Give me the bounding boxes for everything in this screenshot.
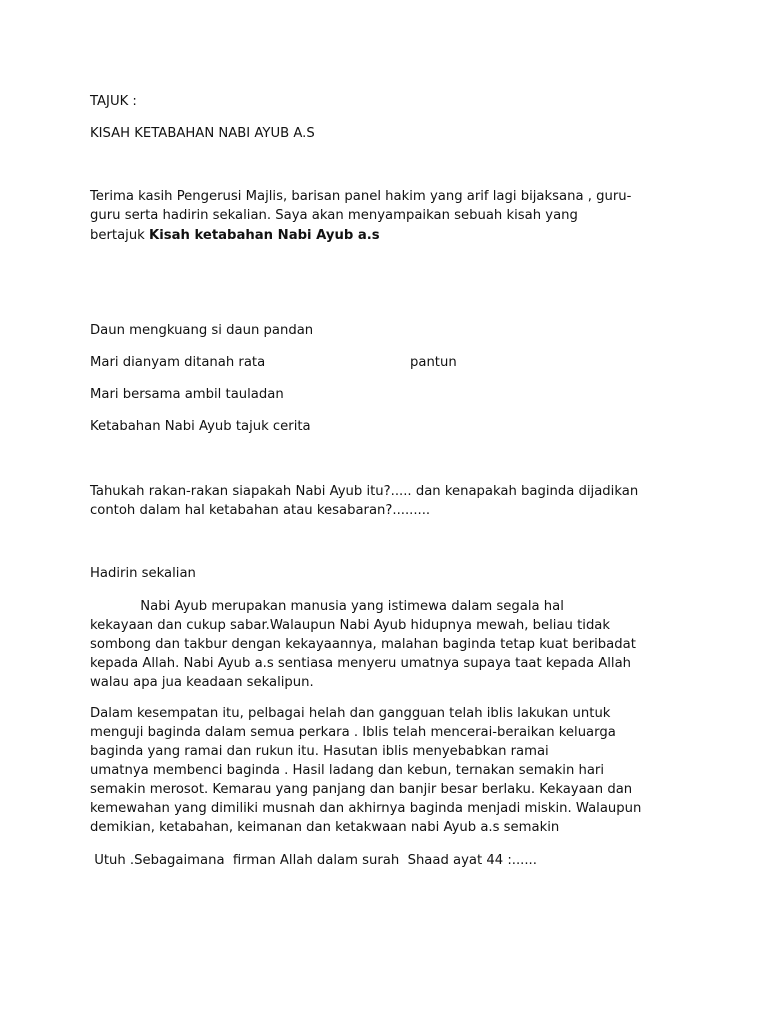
pantun-tag: pantun (410, 355, 457, 370)
pantun-line-4: Ketabahan Nabi Ayub tajuk cerita (90, 419, 311, 434)
paragraph-2-line: kemewahan yang dimiliki musnah dan akhirnya baginda menjadi miskin. Walaupun (90, 801, 642, 816)
intro-story-title: Kisah ketabahan Nabi Ayub a.s (149, 228, 380, 243)
greeting: Hadirin sekalian (90, 566, 196, 581)
pantun-line-3: Mari bersama ambil tauladan (90, 387, 284, 402)
pantun-line-2: Mari dianyam ditanah rata (90, 355, 266, 370)
intro-line-3 (90, 226, 380, 245)
intro-line-1: Terima kasih Pengerusi Majlis, barisan panel hakim yang arif lagi bijaksana , guru- (90, 189, 632, 204)
paragraph-2-line: menguji baginda dalam semua perkara . Iblis telah mencerai-beraikan keluarga (90, 725, 616, 740)
question-line-1: Tahukah rakan-rakan siapakah Nabi Ayub itu?..... dan kenapakah baginda dijadikan (90, 484, 639, 499)
paragraph-1-line: walau apa jua keadaan sekalipun. (90, 675, 314, 690)
intro-line-3-prefix: bertajuk (90, 228, 150, 243)
paragraph-1-line: kekayaan dan cukup sabar.Walaupun Nabi Ayub hidupnya mewah, beliau tidak (90, 618, 611, 633)
paragraph-2-line: baginda yang ramai dan rukun itu. Hasutan iblis menyebabkan ramai (90, 744, 549, 759)
paragraph-1 (90, 597, 690, 692)
document-title: KISAH KETABAHAN NABI AYUB A.S (90, 126, 315, 141)
paragraph-2-line: semakin merosot. Kemarau yang panjang dan banjir besar berlaku. Kekayaan dan (90, 782, 633, 797)
paragraph-2-line: umatnya membenci baginda . Hasil ladang dan kebun, ternakan semakin hari (90, 763, 605, 778)
paragraph-1-line: Nabi Ayub merupakan manusia yang istimewa dalam segala hal (90, 599, 564, 614)
closing-line: Utuh .Sebagaimana firman Allah dalam surah Shaad ayat 44 :...... (90, 853, 537, 868)
paragraph-1-line: sombong dan takbur dengan kekayaannya, malahan baginda tetap kuat beribadat (90, 637, 636, 652)
intro-line-2: guru serta hadirin sekalian. Saya akan menyampaikan sebuah kisah yang (90, 208, 578, 223)
pantun-line-1: Daun mengkuang si daun pandan (90, 323, 314, 338)
paragraph-2-line: Dalam kesempatan itu, pelbagai helah dan gangguan telah iblis lakukan untuk (90, 706, 611, 721)
paragraph-2-line: demikian, ketabahan, keimanan dan ketakwaan nabi Ayub a.s semakin (90, 820, 560, 835)
question-line-2: contoh dalam hal ketabahan atau kesabaran?......... (90, 503, 431, 518)
paragraph-1-line: kepada Allah. Nabi Ayub a.s sentiasa menyeru umatnya supaya taat kepada Allah (90, 656, 632, 671)
tajuk-label: TAJUK : (90, 94, 137, 109)
paragraph-2 (90, 704, 690, 837)
